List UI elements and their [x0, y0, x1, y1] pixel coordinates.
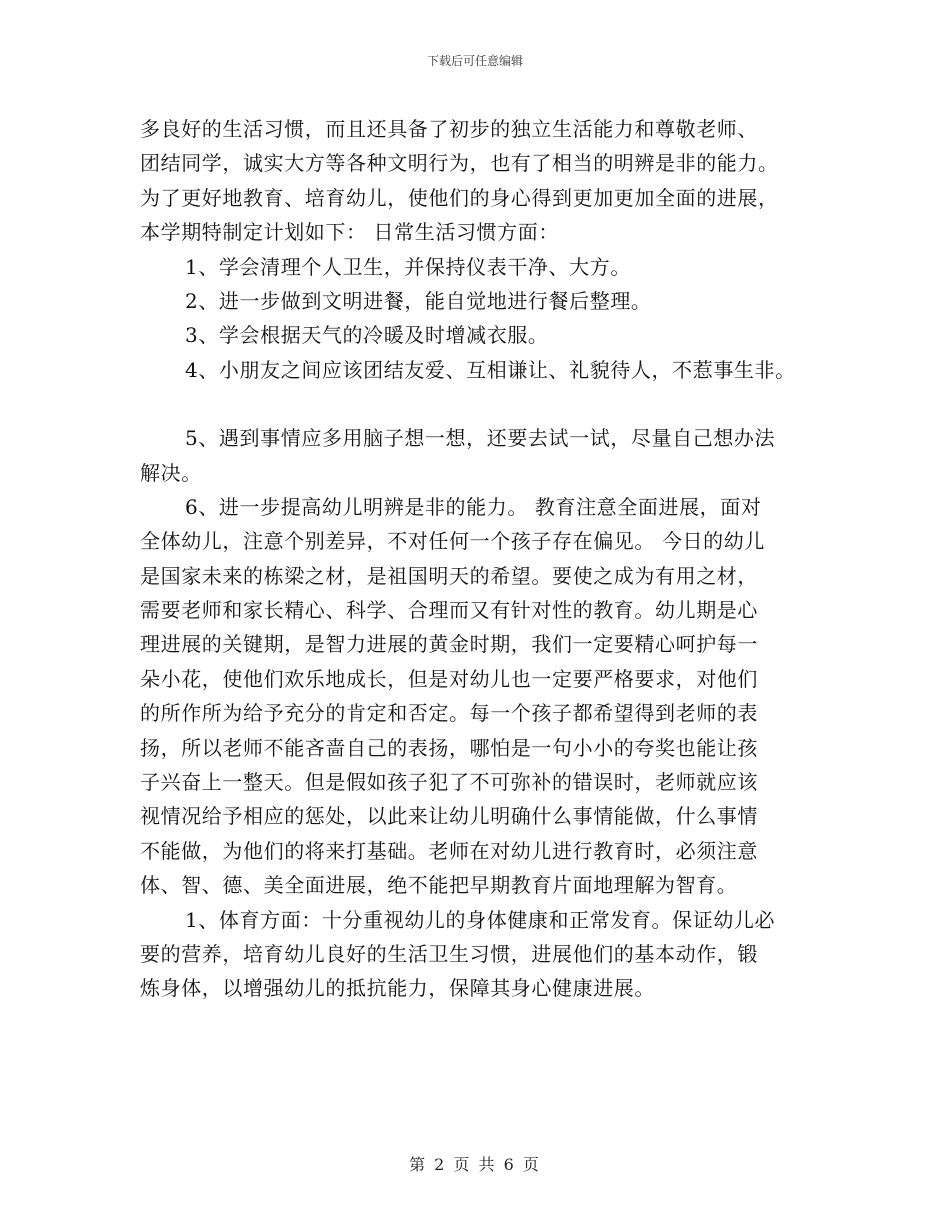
list-item-1: 1、学会清理个人卫生，并保持仪表干净、大方。 — [185, 254, 631, 279]
page-number: 第 2 页 共 6 页 — [409, 1155, 541, 1174]
text-line: 需要老师和家长精心、科学、合理而又有针对性的教育。幼儿期是心 — [140, 598, 758, 623]
text-line: 理进展的关键期，是智力进展的黄金时期，我们一定要精心呵护每一 — [140, 632, 758, 657]
text-line: 多良好的生活习惯，而且还具备了初步的独立生活能力和尊敬老师、 — [140, 117, 758, 141]
document-body — [140, 112, 840, 1006]
paragraph-gap — [140, 387, 840, 421]
list-item-4: 4、小朋友之间应该团结友爱、互相谦让、礼貌待人，不惹事生非。 — [185, 357, 796, 382]
text-line: 朵小花，使他们欢乐地成长，但是对幼儿也一定要严格要求，对他们 — [140, 666, 758, 691]
text-line: 全体幼儿，注意个别差异，不对任何一个孩子存在偏见。 今日的幼儿 — [140, 529, 765, 554]
text-line: 是国家未来的栋梁之材，是祖国明天的希望。要使之成为有用之材， — [140, 563, 758, 588]
text-line: 的所作所为给予充分的肯定和否定。每一个孩子都希望得到老师的表 — [140, 701, 758, 726]
text-line: 为了更好地教育、培育幼儿，使他们的身心得到更加更加全面的进展， — [140, 185, 779, 210]
text-line: 本学期特制定计划如下： 日常生活习惯方面： — [140, 220, 559, 245]
text-line: 要的营养，培育幼儿良好的生活卫生习惯，进展他们的基本动作，锻 — [140, 941, 758, 966]
text-line: 子兴奋上一整天。但是假如孩子犯了不可弥补的错误时，老师就应该 — [140, 770, 758, 795]
text-line: 扬，所以老师不能吝啬自己的表扬，哪怕是一句小小的夸奖也能让孩 — [140, 735, 758, 760]
list-item-2: 2、进一步做到文明进餐，能自觉地进行餐后整理。 — [185, 288, 652, 313]
text-line: 团结同学，诚实大方等各种文明行为，也有了相当的明辨是非的能力。 — [140, 151, 779, 176]
pe-section: 1、体育方面：十分重视幼儿的身体健康和正常发育。保证幼儿必 — [185, 907, 776, 932]
text-line: 不能做，为他们的将来打基础。老师在对幼儿进行教育时，必须注意 — [140, 838, 758, 863]
text-line: 解决。 — [140, 460, 202, 485]
list-item-3: 3、学会根据天气的冷暖及时增减衣服。 — [185, 323, 549, 348]
list-item-6: 6、进一步提高幼儿明辨是非的能力。 教育注意全面进展，面对 — [185, 494, 762, 519]
text-line: 炼身体，以增强幼儿的抵抗能力，保障其身心健康进展。 — [140, 976, 655, 1001]
text-line: 体、智、德、美全面进展，绝不能把早期教育片面地理解为智育。 — [140, 873, 738, 898]
list-item-5: 5、遇到事情应多用脑子想一想，还要去试一试，尽量自己想办法 — [185, 426, 776, 451]
text-line: 视情况给予相应的惩处，以此来让幼儿明确什么事情能做，什么事情 — [140, 804, 758, 829]
page-header: 下载后可任意编辑 — [426, 54, 523, 68]
